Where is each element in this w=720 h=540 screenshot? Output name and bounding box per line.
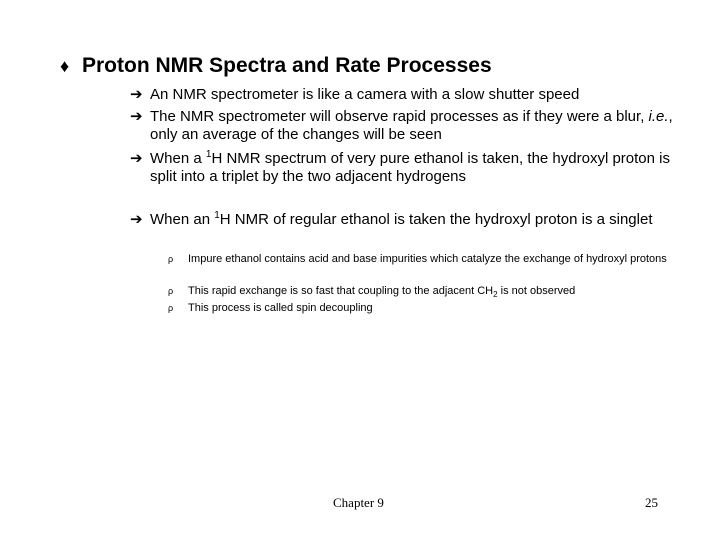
footer-chapter: Chapter 9: [333, 495, 384, 510]
page-number: 25: [645, 495, 658, 510]
sub-bullet-item: ρ This rapid exchange is so fast that coupling to the adjacent $CH_2$ is not observed: [168, 285, 576, 300]
sub-bullet-icon: ρ: [168, 254, 174, 264]
sub-bullet-item: ρ Impure ethanol contains acid and base impurities which catalyze the exchange of hydroxyl protons: [168, 253, 667, 265]
sub-bullet-icon: ρ: [168, 303, 174, 313]
arrow-bullet-icon: ➔: [130, 211, 143, 228]
arrow-bullet-icon: ➔: [130, 150, 143, 167]
bullet-item: ➔ When an $^1$H NMR of regular ethanol is taken the hydroxyl proton is a singlet: [130, 210, 653, 228]
bullet-item: ➔ An NMR spectrometer is like a camera with a slow shutter speed: [130, 86, 580, 103]
slide-title: ♦ Proton NMR Spectra and Rate Processes: [60, 54, 492, 77]
bullet-item: ➔ When a $^1$H NMR spectrum of very pure ethanol is taken, the hydroxyl proton is split into a triplet by the two adjacent hydrogens: [130, 149, 670, 185]
arrow-bullet-icon: ➔: [130, 108, 143, 125]
diamond-bullet-icon: ♦: [60, 56, 70, 76]
sub-bullet-item: ρ This process is called spin decoupling: [168, 302, 373, 314]
bullet-item: ➔ The NMR spectrometer will observe rapid processes as if they were a blur, i.e., only an average of the changes will be seen: [130, 108, 673, 143]
sub-bullet-icon: ρ: [168, 286, 174, 296]
arrow-bullet-icon: ➔: [130, 86, 143, 103]
